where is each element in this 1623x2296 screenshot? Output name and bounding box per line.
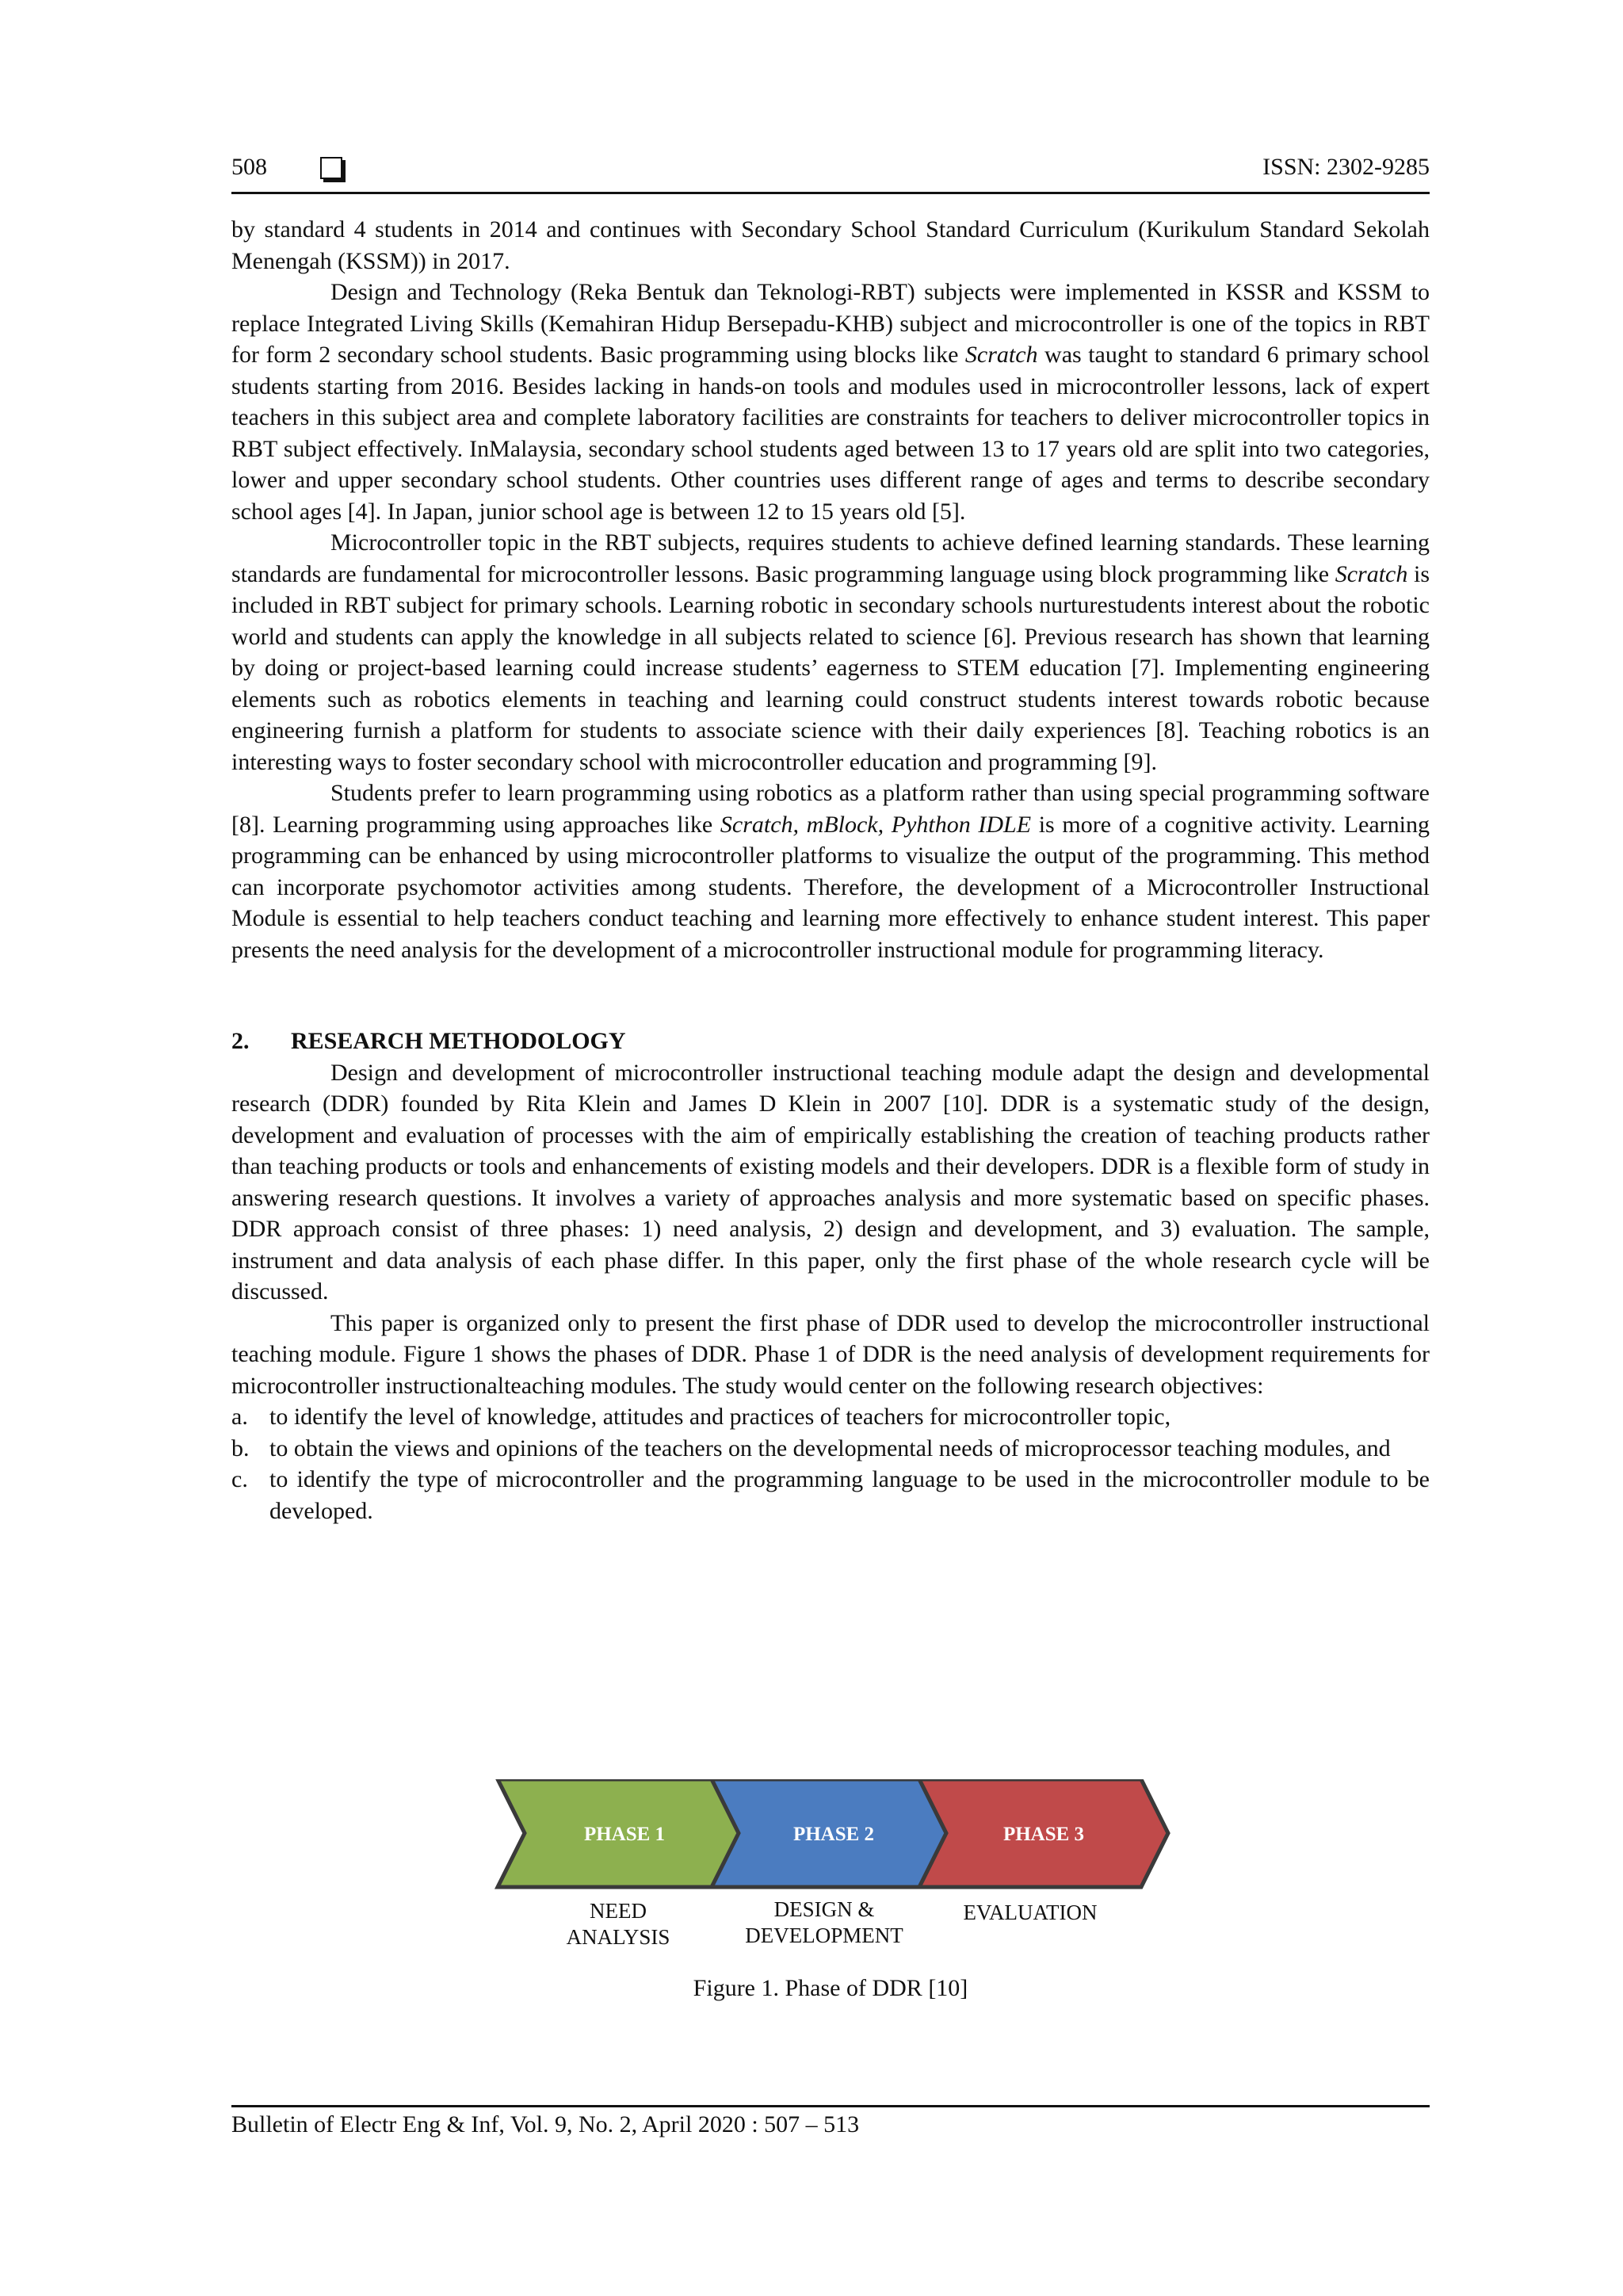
methodology-1-text: Design and development of microcontroller instructional teaching module adapt the design and developmental research (DDR) founded by Rita Klein and James D Klein in 2007 [10]. DDR is a systematic study of the design, development and evaluation of processes with the aim of empirically establishing the creation of teaching products rather than teaching products or tools and enhancements of existing models and their developers. DDR is a flexible form of study in answering research questions. It involves a variety of approaches analysis and more systematic based on specific phases. DDR approach consist of three phases: 1) need analysis, 2) design and development, and 3) evaluation. The sample, instrument and data analysis of each phase differ. In this paper, only the first phase of the whole research cycle will be discussed. <box>231 1059 1430 1305</box>
paragraph-methodology-2 <box>231 1308 1430 1402</box>
phase-1-caption-line2: ANALYSIS <box>566 1925 670 1949</box>
paragraph-1-text: by standard 4 students in 2014 and continues with Secondary School Standard Curriculum (Kurikulum Standard Sekolah Menengah (KSSM)) in 2017. <box>231 216 1430 274</box>
phase-1-label: PHASE 1 <box>583 1824 666 1845</box>
paragraph-design-technology <box>231 277 1430 527</box>
figure-ddr-phases <box>491 1779 1173 1962</box>
section-heading <box>231 1026 1430 1057</box>
objectives-list <box>231 1401 1430 1526</box>
list-item-text: to identify the level of knowledge, attitudes and practices of teachers for microcontroller topic, <box>269 1404 1171 1430</box>
paragraph-microcontroller-topic <box>231 527 1430 777</box>
section-spacer <box>231 965 1430 997</box>
section-number: 2. <box>231 1028 250 1054</box>
paragraph-continuation <box>231 214 1430 277</box>
body-text <box>231 214 1430 1526</box>
phase-2-label: PHASE 2 <box>792 1824 875 1845</box>
list-item <box>231 1464 1430 1526</box>
phase-1-caption <box>523 1898 713 1950</box>
list-item-text: to obtain the views and opinions of the teachers on the developmental needs of microprocessor teaching modules, and <box>269 1435 1391 1461</box>
list-marker: a. <box>231 1404 248 1430</box>
paragraph-2-text-a: Design and Technology (Reka Bentuk dan Teknologi-RBT) subjects were implemented in KSSR and KSSM to replace Integrated Living Skills (Kemahiran Hidup Bersepadu-KHB) subject and microcontroller is one of the topics in RBT for form 2 secondary school students. Basic programming using blocks like <box>231 279 1430 368</box>
phase-2-caption-line2: DEVELOPMENT <box>745 1924 903 1947</box>
section-title: RESEARCH METHODOLOGY <box>291 1028 626 1054</box>
paragraph-4-text-b: is more of a cognitive activity. Learning programming can be enhanced by using microcontroller platforms to visualize the output of the programming. This method can incorporate psychomotor activities among students. Therefore, the development of a Microcontroller Instructional Module is essential to help teachers conduct teaching and learning more effectively to enhance student interest. This paper presents the need analysis for the development of a microcontroller instructional module for programming literacy. <box>231 811 1430 963</box>
paragraph-3-text-a: Microcontroller topic in the RBT subjects, requires students to achieve defined learning standards. These learning standards are fundamental for microcontroller lessons. Basic programming language using block programming like <box>231 529 1430 587</box>
phase-2-caption <box>721 1897 927 1949</box>
phase-3-caption <box>935 1900 1125 1926</box>
paragraph-2-emphasis: Scratch <box>964 342 1038 368</box>
list-marker: c. <box>231 1466 248 1492</box>
list-item <box>231 1433 1430 1465</box>
list-marker: b. <box>231 1435 250 1461</box>
paragraph-methodology-1 <box>231 1057 1430 1308</box>
figure-caption: Figure 1. Phase of DDR [10] <box>693 1975 968 2001</box>
methodology-2-text: This paper is organized only to present the first phase of DDR used to develop the microcontroller instructional teaching module. Figure 1 shows the phases of DDR. Phase 1 of DDR is the need analysis of development requirements for microcontroller instructionalteaching modules. The study would center on the following research objectives: <box>231 1309 1430 1399</box>
checkbox-square-icon <box>320 157 342 179</box>
paragraph-2-text-b: was taught to standard 6 primary school students starting from 2016. Besides lacking in hands-on tools and modules used in microcontroller lessons, lack of expert teachers in this subject area and complete laboratory facilities are constraints for teachers to deliver microcontroller topics in RBT subject effectively. InMalaysia, secondary school students aged between 13 to 17 years old are split into two categories, lower and upper secondary school students. Other countries uses different range of ages and terms to describe secondary school ages [4]. In Japan, junior school age is between 12 to 15 years old [5]. <box>231 342 1430 525</box>
phase-1-caption-line1: NEED <box>590 1899 647 1923</box>
paragraph-3-emphasis: Scratch <box>1335 560 1408 587</box>
header-rule <box>231 192 1430 194</box>
paragraph-4-text-a: Students prefer to learn programming using robotics as a platform rather than using special programming software [8]. Learning programming using approaches like <box>231 780 1430 838</box>
issn-label: ISSN: 2302-9285 <box>1262 154 1430 180</box>
list-item <box>231 1401 1430 1433</box>
paragraph-3-text-b: is included in RBT subject for primary schools. Learning robotic in secondary schools nurturestudents interest about the robotic world and students can apply the knowledge in all subjects related to science [6]. Previous research has shown that learning by doing or project-based learning could increase students’ eagerness to STEM education [7]. Implementing engineering elements such as robotics elements in teaching and learning could construct students interest towards robotic because engineering furnish a platform for students to associate science with their daily experiences [8]. Teaching robotics is an interesting ways to foster secondary school with microcontroller education and programming [9]. <box>231 560 1430 775</box>
footer-citation: Bulletin of Electr Eng & Inf, Vol. 9, No. 2, April 2020 : 507 – 513 <box>231 2111 860 2137</box>
list-item-text: to identify the type of microcontroller and the programming language to be used in the microcontroller module to be developed. <box>269 1466 1430 1524</box>
page-number: 508 <box>231 154 267 180</box>
page-header <box>231 154 1430 193</box>
phase-3-label: PHASE 3 <box>1002 1824 1085 1845</box>
phase-2-caption-line1: DESIGN & <box>773 1897 875 1921</box>
paragraph-students-prefer <box>231 777 1430 965</box>
phase-3-caption-line1: EVALUATION <box>963 1901 1098 1924</box>
footer-rule <box>231 2105 1430 2107</box>
paragraph-4-emphasis: Scratch, mBlock, Pyhthon IDLE <box>720 811 1032 838</box>
